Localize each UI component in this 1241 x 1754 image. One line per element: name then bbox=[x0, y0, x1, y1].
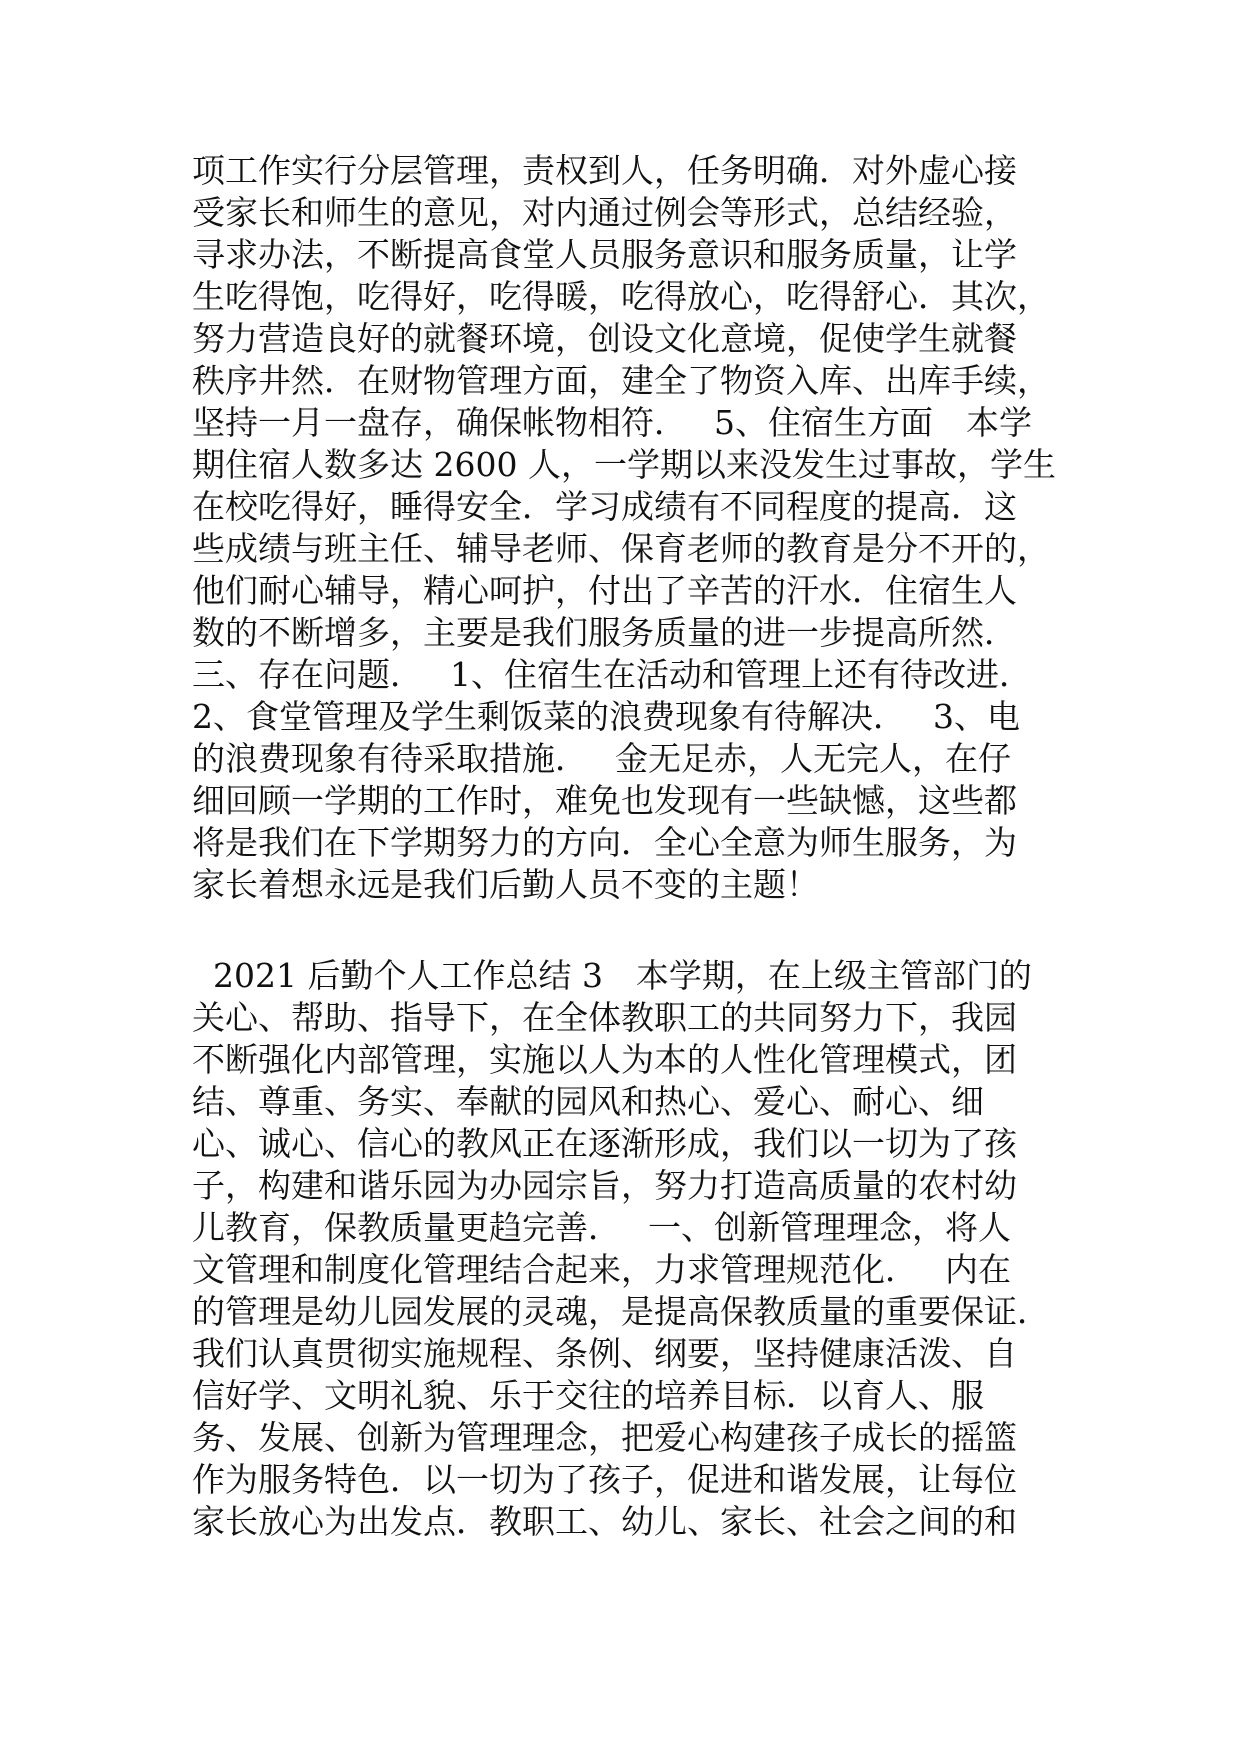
text-line: 的浪费现象有待采取措施． 金无足赤，人无完人，在仔 bbox=[192, 739, 1011, 778]
text-line: 家长放心为出发点．教职工、幼儿、家长、社会之间的和 bbox=[192, 1502, 1017, 1541]
text-line: 些成绩与班主任、辅导老师、保育老师的教育是分不开的， bbox=[192, 529, 1050, 568]
text-line: 2、食堂管理及学生剩饭菜的浪费现象有待解决． 3、电 bbox=[192, 697, 1020, 736]
text-line: 儿教育，保教质量更趋完善． 一、创新管理理念，将人 bbox=[192, 1208, 1011, 1247]
text-line: 秩序井然．在财物管理方面，建全了物资入库、出库手续， bbox=[192, 361, 1050, 400]
text-line: 务、发展、创新为管理理念，把爱心构建孩子成长的摇篮 bbox=[192, 1418, 1017, 1457]
text-line: 坚持一月一盘存，确保帐物相符． 5、住宿生方面 本学 bbox=[192, 403, 1032, 442]
text-line: 项工作实行分层管理，责权到人，任务明确．对外虚心接 bbox=[192, 151, 1017, 190]
text-line: 努力营造良好的就餐环境，创设文化意境，促使学生就餐 bbox=[192, 319, 1017, 358]
text-line: 三、存在问题． 1、住宿生在活动和管理上还有待改进． bbox=[192, 655, 1032, 694]
text-line: 关心、帮助、指导下，在全体教职工的共同努力下，我园 bbox=[192, 998, 1017, 1037]
text-line: 作为服务特色．以一切为了孩子，促进和谐发展，让每位 bbox=[192, 1460, 1017, 1499]
text-line: 寻求办法，不断提高食堂人员服务意识和服务质量，让学 bbox=[192, 235, 1017, 274]
text-line: 结、尊重、务实、奉献的园风和热心、爱心、耐心、细 bbox=[192, 1082, 984, 1121]
text-line: 他们耐心辅导，精心呵护，付出了辛苦的汗水．住宿生人 bbox=[192, 571, 1017, 610]
text-line: 细回顾一学期的工作时，难免也发现有一些缺憾，这些都 bbox=[192, 781, 1017, 820]
text-line: 在校吃得好，睡得安全．学习成绩有不同程度的提高．这 bbox=[192, 487, 1017, 526]
text-line: 我们认真贯彻实施规程、条例、纲要，坚持健康活泼、自 bbox=[192, 1334, 1017, 1373]
text-line: 将是我们在下学期努力的方向．全心全意为师生服务，为 bbox=[192, 823, 1017, 862]
paragraph-1 bbox=[192, 150, 1072, 906]
text-line: 生吃得饱，吃得好，吃得暖，吃得放心，吃得舒心．其次， bbox=[192, 277, 1050, 316]
text-line: 心、诚心、信心的教风正在逐渐形成，我们以一切为了孩 bbox=[192, 1124, 1017, 1163]
text-line: 文管理和制度化管理结合起来，力求管理规范化． 内在 bbox=[192, 1250, 1011, 1289]
text-line: 的管理是幼儿园发展的灵魂，是提高保教质量的重要保证． bbox=[192, 1292, 1050, 1331]
text-line: 不断强化内部管理，实施以人为本的人性化管理模式，团 bbox=[192, 1040, 1017, 1079]
text-line: 家长着想永远是我们后勤人员不变的主题！ bbox=[192, 865, 819, 904]
text-line: 数的不断增多，主要是我们服务质量的进一步提高所然． bbox=[192, 613, 1017, 652]
text-line: 信好学、文明礼貌、乐于交往的培养目标．以育人、服 bbox=[192, 1376, 984, 1415]
paragraph-2 bbox=[192, 955, 1072, 1543]
text-line: 受家长和师生的意见，对内通过例会等形式，总结经验， bbox=[192, 193, 1017, 232]
text-line: 2021 后勤个人工作总结 3 本学期，在上级主管部门的 bbox=[192, 956, 1032, 995]
text-line: 子，构建和谐乐园为办园宗旨，努力打造高质量的农村幼 bbox=[192, 1166, 1017, 1205]
text-line: 期住宿人数多达 2600 人，一学期以来没发生过事故，学生 bbox=[192, 445, 1056, 484]
